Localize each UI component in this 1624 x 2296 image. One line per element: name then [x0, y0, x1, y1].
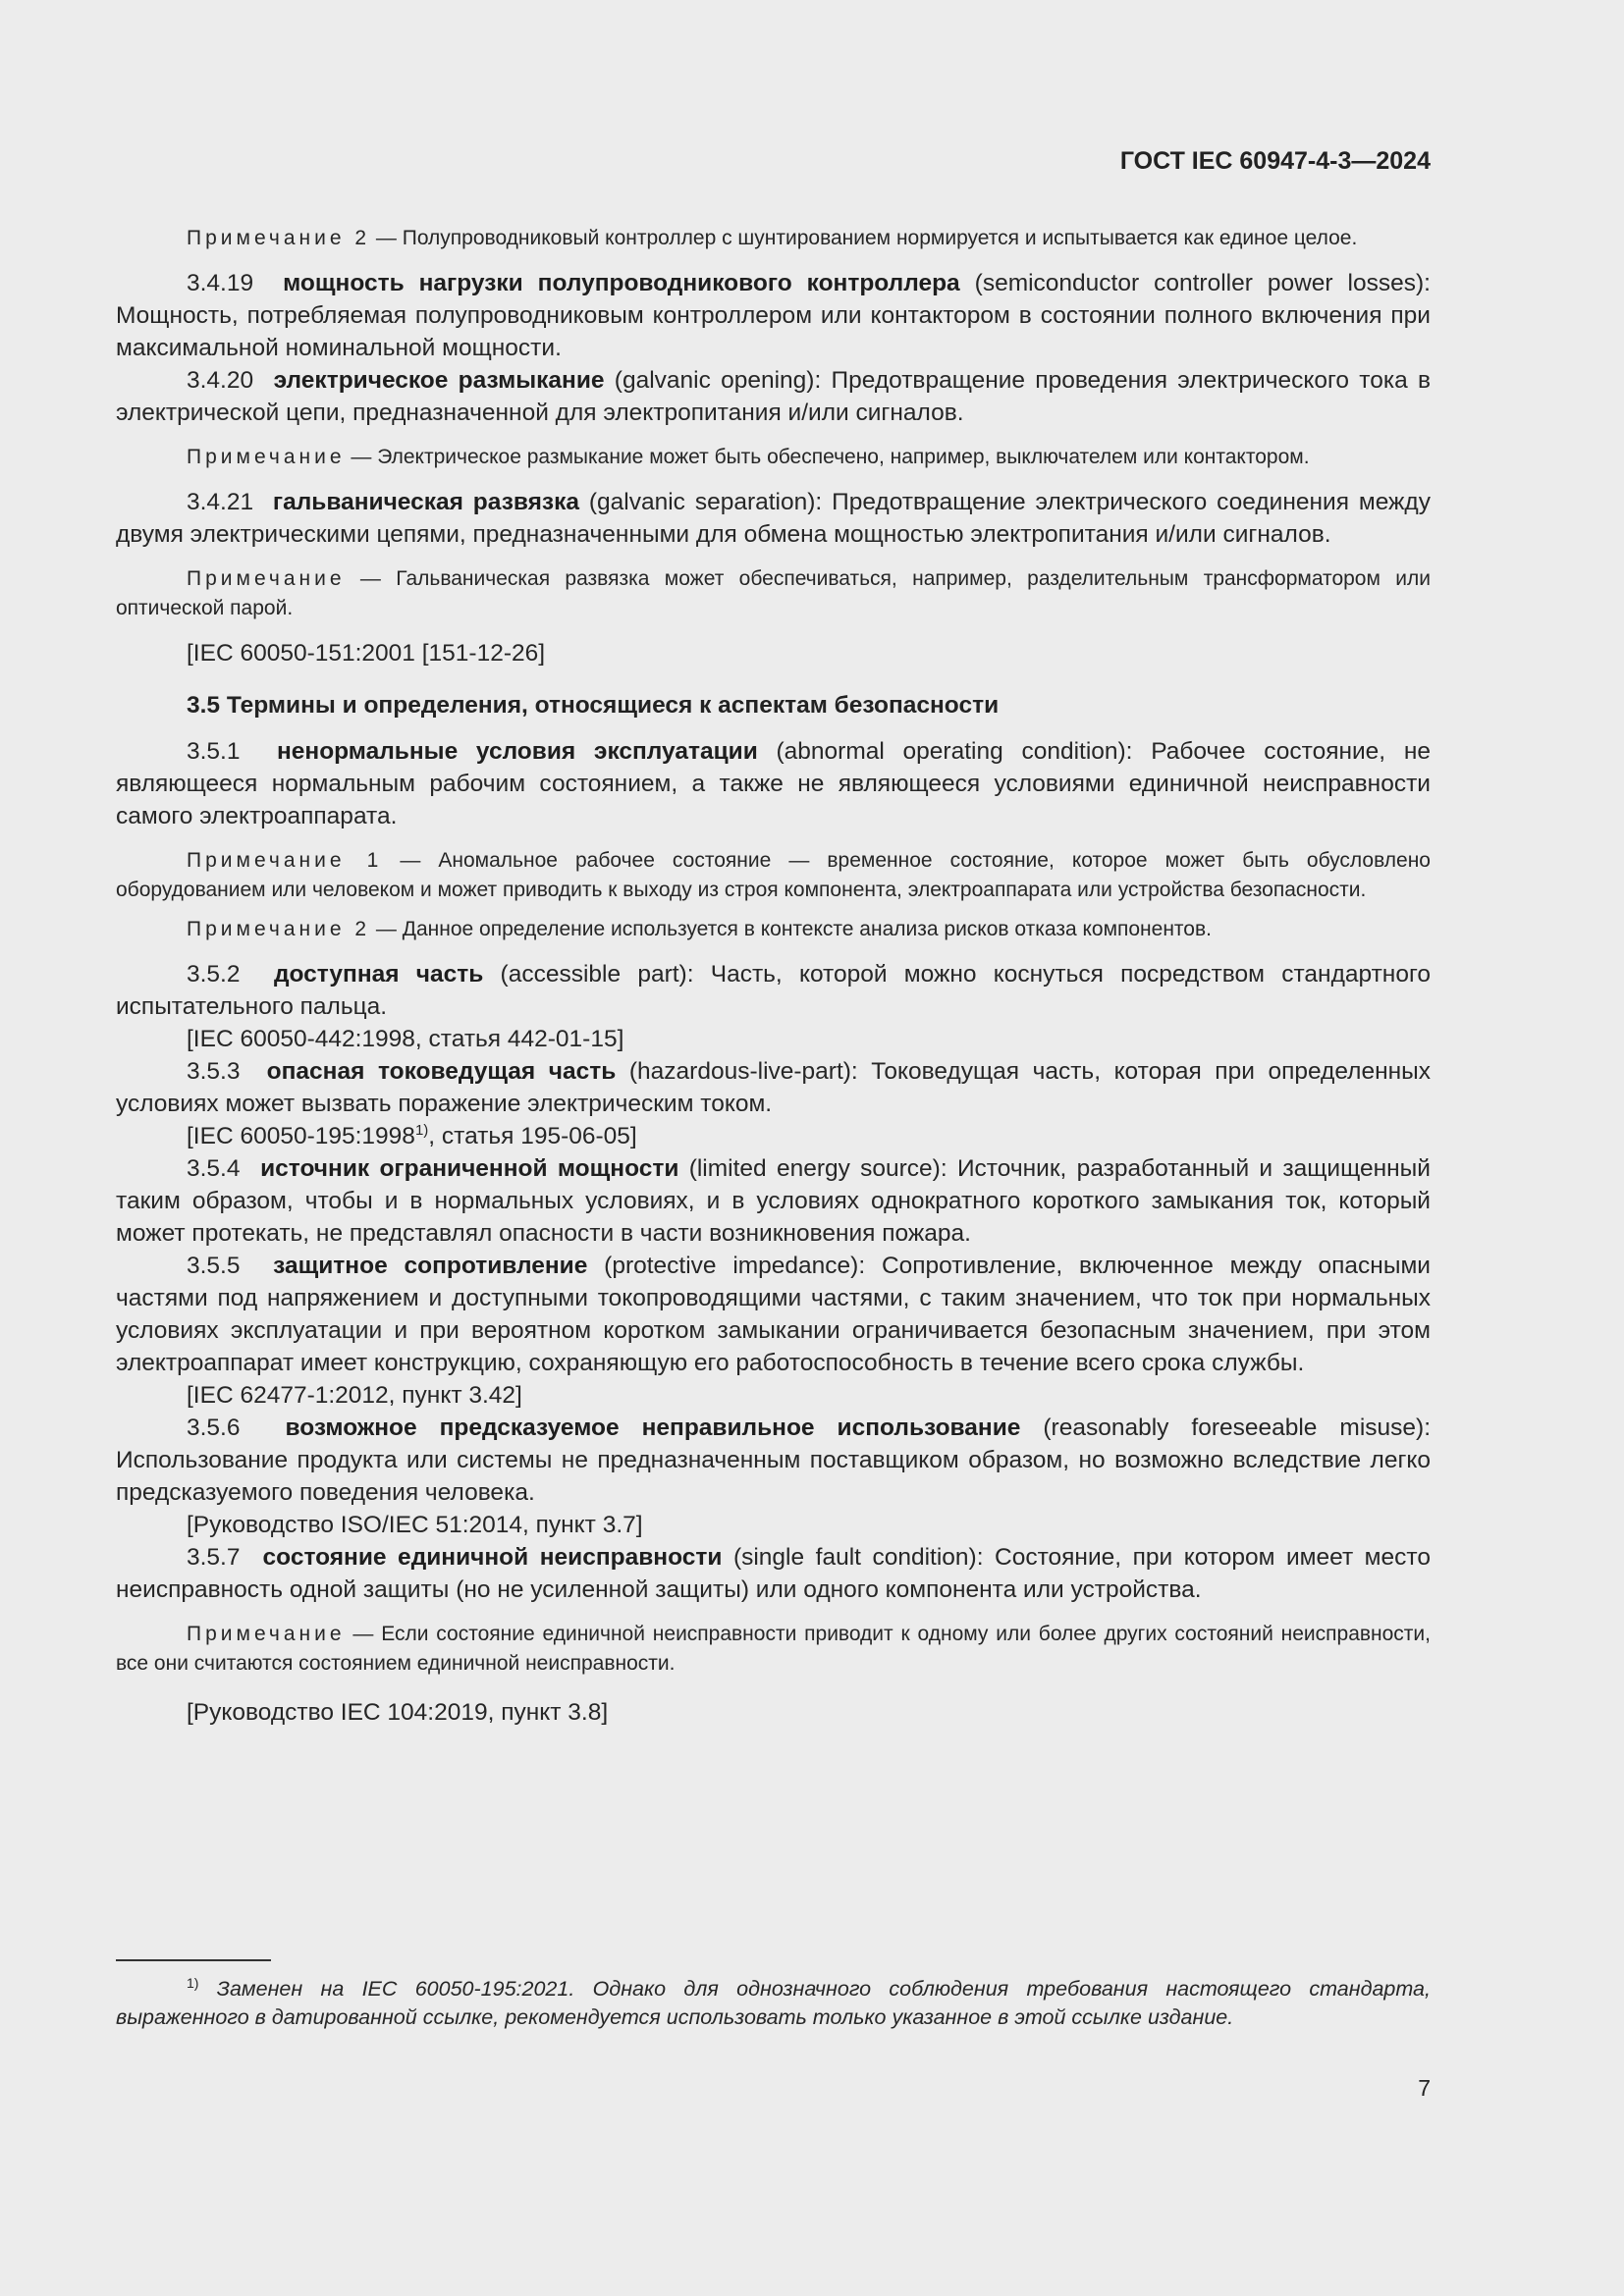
- note-text: — Гальваническая развязка может обеспечиваться, например, разделительным трансформатором или оптической парой.: [116, 567, 1431, 619]
- note-label: Примечание 2: [187, 918, 371, 940]
- note-text: — Электрическое размыкание может быть обеспечено, например, выключателем или контактором.: [345, 446, 1310, 468]
- term-title: состояние единичной неисправности: [262, 1544, 723, 1571]
- note-label: Примечание: [187, 1623, 346, 1645]
- term-3-5-6: [116, 1412, 1431, 1509]
- term-definition: (abnormal operating condition): Рабочее состояние, не являющееся нормальным рабочим состоянием, а также не являющееся условиями единичной неисправности самого электроаппарата.: [116, 738, 1431, 829]
- source-text: [IEC 60050-195:1998: [187, 1123, 415, 1149]
- footnote-marker: 1): [187, 1975, 199, 1991]
- term-number: 3.5.4: [187, 1155, 241, 1182]
- term-definition: (galvanic opening): Предотвращение проведения электрического тока в электрической цепи, предназначенной для электропитания и/или сигналов.: [116, 367, 1431, 426]
- term-3-4-20: [116, 364, 1431, 429]
- term-definition: (galvanic separation): Предотвращение электрического соединения между двумя электрическими цепями, предназначенными для обмена мощностью электропитания и/или сигналов.: [116, 489, 1431, 548]
- note-paragraph: [116, 564, 1431, 623]
- term-3-5-5: [116, 1250, 1431, 1379]
- source-reference: [Руководство ISO/IEC 51:2014, пункт 3.7]: [187, 1512, 643, 1538]
- source-reference: [116, 1120, 1431, 1152]
- note-paragraph: [116, 443, 1431, 472]
- source-reference: [IEC 62477-1:2012, пункт 3.42]: [187, 1382, 522, 1409]
- source-text: , статья 195-06-05]: [428, 1123, 637, 1149]
- term-definition: (hazardous-live-part): Токоведущая часть, которая при определенных условиях может вызвать поражение электрическим током.: [116, 1058, 1431, 1117]
- footnote: [116, 1975, 1431, 2032]
- note-label: Примечание 2: [187, 227, 371, 249]
- footnote-text: Заменен на IEC 60050-195:2021. Однако для однозначного соблюдения требования настоящего стандарта, выраженного в датированной ссылке, рекомендуется использовать только указанное в этой ссылке издание.: [116, 1977, 1431, 2029]
- term-3-5-4: [116, 1152, 1431, 1250]
- term-number: 3.5.7: [187, 1544, 241, 1571]
- note-paragraph: [116, 1620, 1431, 1679]
- term-title: возможное предсказуемое неправильное использование: [285, 1415, 1021, 1441]
- footnote-marker: 1): [414, 1122, 429, 1139]
- term-title: ненормальные условия эксплуатации: [276, 738, 758, 765]
- term-title: доступная часть: [273, 961, 484, 988]
- term-definition: (protective impedance): Сопротивление, включенное между опасными частями под напряжением и доступными токопроводящими частями, с таким значением, что ток при нормальных условиях эксплуатации и при вероятном коротком замыкании ограничивается безопасным значением, при этом электроаппарат имеет конструкцию, сохраняющую его работоспособность в течение всего срока службы.: [116, 1253, 1431, 1376]
- term-title: гальваническая развязка: [272, 489, 579, 515]
- term-title: источник ограниченной мощности: [260, 1155, 679, 1182]
- note-text: — Аномальное рабочее состояние — временное состояние, которое может быть обусловлено оборудованием или человеком и может приводить к выходу из строя компонента, электроаппарата или устройства безопасности.: [116, 849, 1431, 901]
- document-header: ГОСТ IEC 60947-4-3—2024: [1119, 147, 1431, 175]
- source-reference: [IEC 60050-442:1998, статья 442-01-15]: [187, 1026, 624, 1052]
- term-title: защитное сопротивление: [273, 1253, 588, 1279]
- term-number: 3.5.3: [187, 1058, 241, 1085]
- note-text: — Полупроводниковый контроллер с шунтированием нормируется и испытывается как единое целое.: [370, 227, 1358, 249]
- section-heading: 3.5 Термины и определения, относящиеся к аспектам безопасности: [187, 692, 1000, 719]
- term-definition: (accessible part): Часть, которой можно коснуться посредством стандартного испытательного пальца.: [116, 961, 1431, 1020]
- term-title: мощность нагрузки полупроводникового контроллера: [283, 270, 960, 296]
- term-definition: (limited energy source): Источник, разработанный и защищенный таким образом, чтобы и в нормальных условиях, и в условиях однократного короткого замыкания ток, который может протекать, не представлял опасности в части возникновения пожара.: [116, 1155, 1431, 1247]
- term-number: 3.5.5: [187, 1253, 241, 1279]
- note-label: Примечание: [187, 446, 346, 468]
- note-paragraph: [116, 915, 1431, 944]
- term-3-5-3: [116, 1055, 1431, 1120]
- term-title: электрическое размыкание: [273, 367, 605, 394]
- page-number: 7: [1418, 2075, 1431, 2101]
- term-number: 3.5.2: [187, 961, 241, 988]
- term-definition: (single fault condition): Состояние, при котором имеет место неисправность одной защиты (но не усиленной защиты) или одного компонента или устройства.: [116, 1544, 1431, 1603]
- footnote-divider: [116, 1959, 271, 1961]
- term-number: 3.5.1: [187, 738, 241, 765]
- page-content: [116, 224, 1431, 1729]
- source-reference: [IEC 60050-151:2001 [151-12-26]: [187, 640, 546, 667]
- term-number: 3.4.21: [187, 489, 254, 515]
- term-3-4-19: [116, 267, 1431, 364]
- note-text: — Если состояние единичной неисправности приводит к одному или более других состояний неисправности, все они считаются состоянием единичной неисправности.: [116, 1623, 1431, 1675]
- term-definition: (semiconductor controller power losses): Мощность, потребляемая полупроводниковым контроллером или контактором в состоянии полного включения при максимальной номинальной мощности.: [116, 270, 1431, 361]
- term-number: 3.4.19: [187, 270, 254, 296]
- term-number: 3.5.6: [187, 1415, 241, 1441]
- source-reference: [Руководство IEC 104:2019, пункт 3.8]: [187, 1699, 609, 1726]
- note-text: — Данное определение используется в контексте анализа рисков отказа компонентов.: [370, 918, 1212, 940]
- term-3-5-1: [116, 735, 1431, 832]
- term-title: опасная токоведущая часть: [266, 1058, 617, 1085]
- term-number: 3.4.20: [187, 367, 254, 394]
- note-label: Примечание: [187, 567, 346, 590]
- term-3-5-7: [116, 1541, 1431, 1606]
- note-label: Примечание 1: [187, 849, 383, 872]
- note-paragraph: [116, 846, 1431, 905]
- term-3-4-21: [116, 486, 1431, 551]
- term-3-5-2: [116, 958, 1431, 1023]
- term-definition: (reasonably foreseeable misuse): Использование продукта или системы не предназначенным поставщиком образом, но возможно вследствие легко предсказуемого поведения человека.: [116, 1415, 1431, 1506]
- note-paragraph: [116, 224, 1431, 253]
